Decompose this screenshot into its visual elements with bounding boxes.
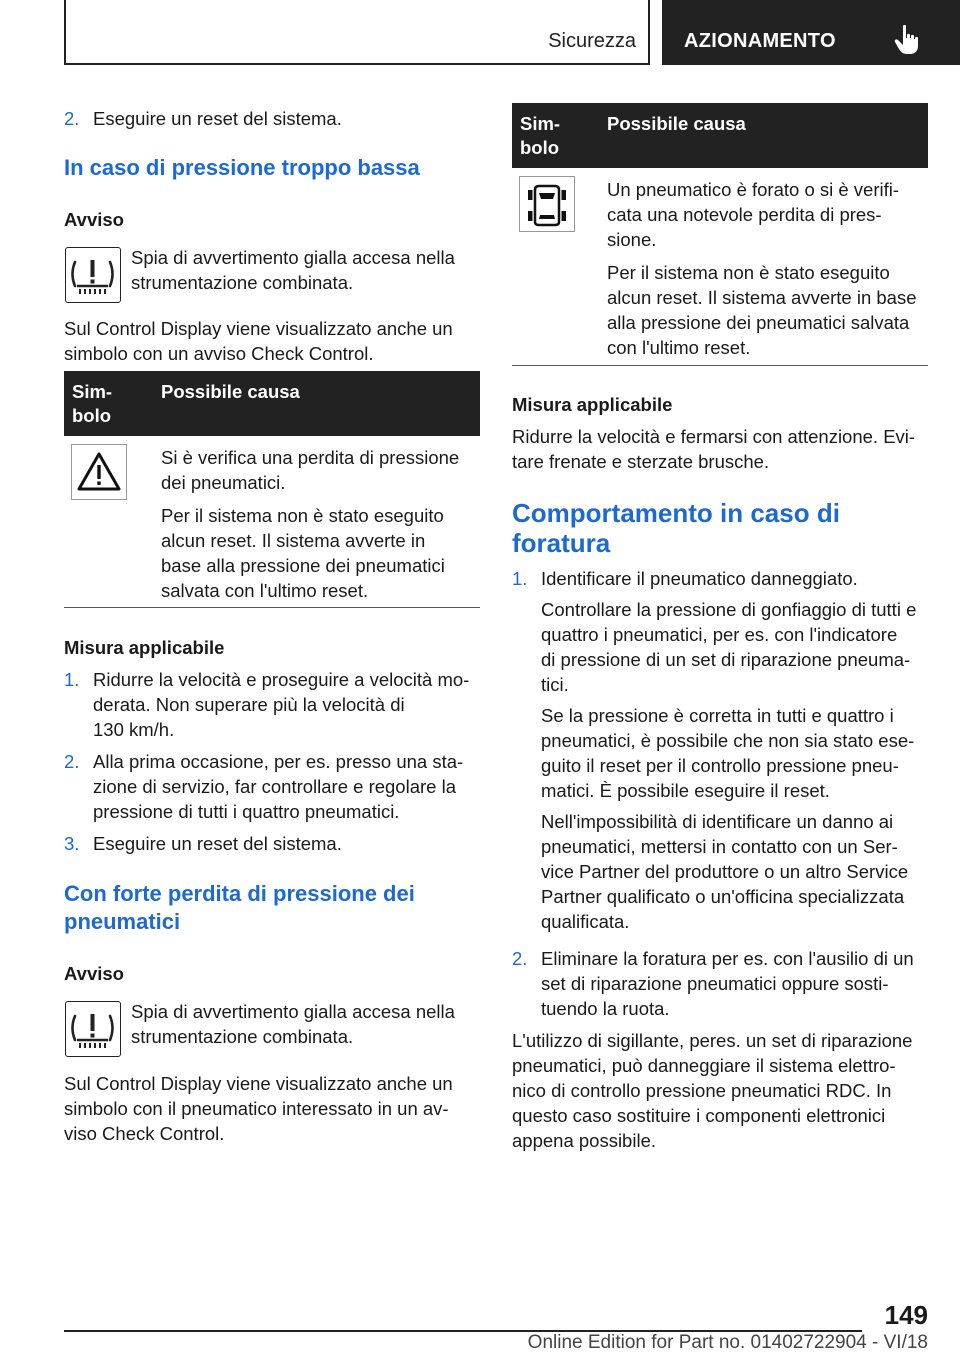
column-header-cause: Possibile causa xyxy=(607,113,746,134)
page-number: 149 xyxy=(884,1300,928,1330)
measure-title: Misura applicabile xyxy=(64,637,225,658)
car-tire-indicator-icon xyxy=(519,176,575,232)
notice-text xyxy=(131,245,480,295)
heading-puncture xyxy=(512,498,928,558)
column-header-symbol xyxy=(520,112,560,160)
paragraph-line: appena possibile. xyxy=(512,1130,656,1151)
cause-text xyxy=(607,177,928,360)
step-line: Eliminare la foratura per es. con l'ausilio di un xyxy=(541,948,914,969)
step-number: 3. xyxy=(64,833,80,854)
step-line: Partner qualificato o un'officina specializzata xyxy=(541,886,905,907)
header-rule xyxy=(64,63,650,65)
cause-line: alcun reset. Il sistema avverte in xyxy=(161,530,426,551)
table-header xyxy=(512,103,928,168)
cause-line: base alla pressione dei pneumatici xyxy=(161,555,445,576)
cause-line: alcun reset. Il sistema avverte in base xyxy=(607,287,917,308)
notice-title: Avviso xyxy=(64,963,124,984)
paragraph-line: simbolo con un avviso Check Control. xyxy=(64,343,374,364)
chapter-tab[interactable] xyxy=(662,0,960,65)
step-line: tici. xyxy=(541,674,569,695)
step-line: Identificare il pneumatico danneggiato. xyxy=(541,568,858,589)
paragraph-line: nico di controllo pressione pneumatici RDC. In xyxy=(512,1080,892,1101)
step-number: 2. xyxy=(64,108,80,129)
paragraph-line: tare frenate e sterzate brusche. xyxy=(512,451,770,472)
display-text xyxy=(64,316,480,366)
header-line: Sim‐ xyxy=(520,113,561,134)
cause-line: cata una notevole perdita di pres‐ xyxy=(607,204,882,225)
step-line: derata. Non superare più la velocità di xyxy=(93,694,405,715)
header-left-border xyxy=(64,0,66,65)
step-number: 1. xyxy=(64,669,80,690)
notice-text-line: Spia di avvertimento gialla accesa nella xyxy=(131,1001,455,1022)
cause-line: sione. xyxy=(607,229,657,250)
heading-line: Con forte perdita di pressione dei xyxy=(64,881,415,906)
display-text xyxy=(64,1071,480,1146)
chapter-title: AZIONAMENTO xyxy=(684,30,836,52)
pointing-hand-icon xyxy=(894,24,922,56)
step-text: Eseguire un reset del sistema. xyxy=(93,833,342,854)
step-text xyxy=(93,667,483,742)
paragraph-line: questo caso sostituire i componenti elettronici xyxy=(512,1105,886,1126)
step-line: di pressione di un set di riparazione pneuma‐ xyxy=(541,649,911,670)
notice-text-line: strumentazione combinata. xyxy=(131,1026,354,1047)
table-bottom-rule xyxy=(64,607,480,608)
step-line: quattro i pneumatici, per es. con l'indicatore xyxy=(541,624,898,645)
step-line: 130 km/h. xyxy=(93,719,175,740)
step-text xyxy=(541,566,928,934)
step-line: set di riparazione pneumatici oppure sosti‐ xyxy=(541,973,889,994)
cause-line: Un pneumatico è forato o si è verifi‐ xyxy=(607,179,900,200)
cause-line: con l'ultimo reset. xyxy=(607,337,751,358)
column-header-symbol xyxy=(72,380,112,428)
step-line: zione di servizio, far controllare e regolare la xyxy=(93,776,456,797)
tire-pressure-warning-icon xyxy=(65,247,121,303)
step-number: 1. xyxy=(512,568,528,589)
header-line: bolo xyxy=(520,137,560,158)
heading-strong-loss xyxy=(64,880,480,936)
warning-triangle-icon xyxy=(71,444,127,500)
measure-title: Misura applicabile xyxy=(512,394,673,415)
heading-line: pneumatici xyxy=(64,909,181,934)
step-line: pressione di tutti i quattro pneumatici. xyxy=(93,801,400,822)
header-line: bolo xyxy=(72,405,112,426)
cause-line: Si è verifica una perdita di pressione xyxy=(161,447,460,468)
measure-text xyxy=(512,424,928,474)
column-header-cause: Possibile causa xyxy=(161,381,300,402)
cause-text xyxy=(161,445,480,603)
step-line: Alla prima occasione, per es. presso una sta‐ xyxy=(93,751,464,772)
header-line: Sim‐ xyxy=(72,381,113,402)
heading-line: Comportamento in caso di xyxy=(512,498,840,528)
paragraph-line: pneumatici, può danneggiare il sistema elettro‐ xyxy=(512,1055,896,1076)
heading-line: foratura xyxy=(512,528,611,558)
step-text xyxy=(541,946,928,1021)
cause-line: salvata con l'ultimo reset. xyxy=(161,580,369,601)
step-line: guito il reset per il controllo pressione pneu‐ xyxy=(541,755,899,776)
paragraph-line: L'utilizzo di sigillante, peres. un set di riparazione xyxy=(512,1030,913,1051)
step-line: Nell'impossibilità di identificare un danno ai xyxy=(541,811,894,832)
section-title: Sicurezza xyxy=(548,30,636,52)
paragraph-line: Ridurre la velocità e fermarsi con attenzione. Evi‐ xyxy=(512,426,916,447)
step-line: matici. È possibile eseguire il reset. xyxy=(541,780,830,801)
step-text: Eseguire un reset del sistema. xyxy=(93,108,342,129)
paragraph-line: Sul Control Display viene visualizzato anche un xyxy=(64,1073,453,1094)
step-text xyxy=(93,749,483,824)
step-number: 2. xyxy=(512,948,528,969)
paragraph-line: Sul Control Display viene visualizzato anche un xyxy=(64,318,453,339)
header-right-border xyxy=(648,0,650,65)
step-line: vice Partner del produttore o un altro Service xyxy=(541,861,909,882)
step-line: Controllare la pressione di gonfiaggio di tutti e xyxy=(541,599,917,620)
step-line: pneumatici, mettersi in contatto con un Ser‐ xyxy=(541,836,898,857)
cause-line: Per il sistema non è stato eseguito xyxy=(607,262,890,283)
table-bottom-rule xyxy=(512,365,928,366)
closing-paragraph xyxy=(512,1028,928,1153)
edition-note: Online Edition for Part no. 01402722904 - VI/18 xyxy=(527,1332,928,1353)
notice-title: Avviso xyxy=(64,209,124,230)
step-number: 2. xyxy=(64,751,80,772)
heading-low-pressure: In caso di pressione troppo bassa xyxy=(64,155,420,180)
cause-line: alla pressione dei pneumatici salvata xyxy=(607,312,910,333)
paragraph-line: simbolo con il pneumatico interessato in un av‐ xyxy=(64,1098,449,1119)
notice-text-line: Spia di avvertimento gialla accesa nella xyxy=(131,247,455,268)
step-line: Ridurre la velocità e proseguire a velocità mo‐ xyxy=(93,669,470,690)
step-line: pneumatici, è possibile che non sia stato ese‐ xyxy=(541,730,915,751)
tire-pressure-warning-icon xyxy=(65,1001,121,1057)
cause-line: Per il sistema non è stato eseguito xyxy=(161,505,444,526)
step-line: tuendo la ruota. xyxy=(541,998,670,1019)
notice-text xyxy=(131,999,480,1049)
cause-line: dei pneumatici. xyxy=(161,472,286,493)
table-header xyxy=(64,371,480,436)
paragraph-line: viso Check Control. xyxy=(64,1123,225,1144)
step-line: qualificata. xyxy=(541,911,630,932)
notice-text-line: strumentazione combinata. xyxy=(131,272,354,293)
step-line: Se la pressione è corretta in tutti e quattro i xyxy=(541,705,894,726)
